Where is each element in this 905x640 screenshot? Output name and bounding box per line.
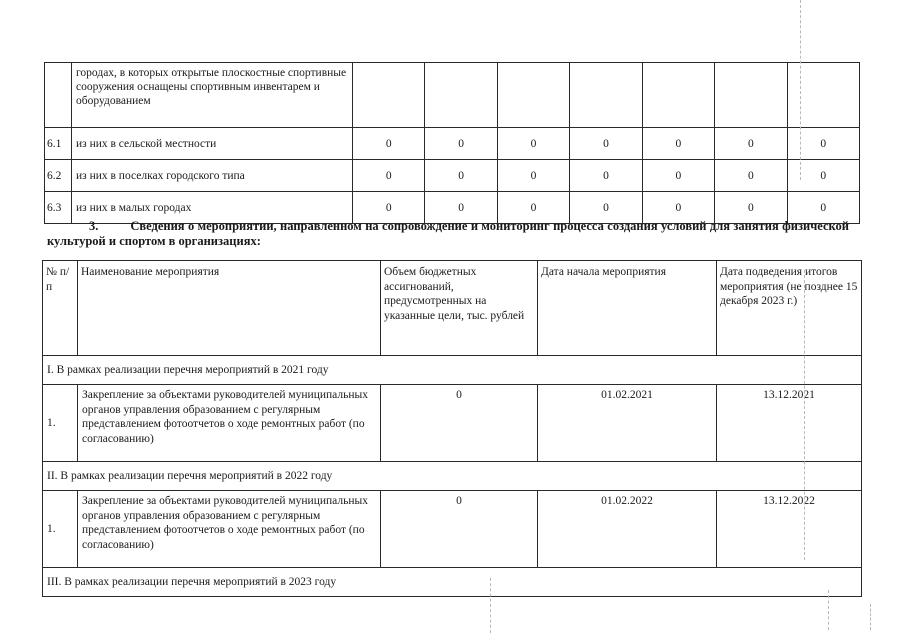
- row-number: [45, 63, 72, 128]
- row-value: 0: [642, 192, 714, 224]
- row-value: 0: [570, 160, 642, 192]
- item-start-date: 01.02.2022: [538, 491, 717, 568]
- table-row: [45, 160, 860, 192]
- section-number: 3.: [89, 219, 99, 233]
- item-number: 1.: [43, 491, 78, 568]
- row-number: 6.3: [45, 192, 72, 224]
- header-budget: Объем бюджетных ассигнований, предусмотренных на указанные цели, тыс. рублей: [381, 261, 538, 356]
- table-row: [43, 491, 862, 568]
- indicators-table: [44, 62, 860, 224]
- item-name: Закрепление за объектами руководителей муниципальных органов управления образованием с регулярным представлением фотоотчетов о ходе ремонтных работ (по согласованию): [78, 491, 381, 568]
- row-value: 0: [353, 160, 425, 192]
- row-value: 0: [787, 192, 859, 224]
- row-name: городах, в которых открытые плоскостные спортивные сооружения оснащены спортивным инвентарем и оборудованием: [72, 63, 353, 128]
- row-value: 0: [715, 128, 787, 160]
- header-start-date: Дата начала мероприятия: [538, 261, 717, 356]
- group-label-2022: II. В рамках реализации перечня мероприятий в 2022 году: [43, 462, 862, 491]
- row-value: [497, 63, 569, 128]
- item-budget: 0: [381, 385, 538, 462]
- group-label-2021: I. В рамках реализации перечня мероприятий в 2021 году: [43, 356, 862, 385]
- scan-artifact-line: [828, 590, 829, 630]
- group-label-2023: III. В рамках реализации перечня мероприятий в 2023 году: [43, 568, 862, 597]
- row-value: 0: [497, 160, 569, 192]
- table-row: [45, 128, 860, 160]
- row-value: [787, 63, 859, 128]
- scan-artifact-line: [804, 270, 805, 560]
- item-name: Закрепление за объектами руководителей муниципальных органов управления образованием с регулярным представлением фотоотчетов о ходе ремонтных работ (по согласованию): [78, 385, 381, 462]
- scan-artifact-line: [870, 604, 871, 630]
- item-end-date: 13.12.2022: [717, 491, 862, 568]
- row-value: 0: [425, 160, 497, 192]
- row-value: 0: [570, 128, 642, 160]
- row-name: из них в поселках городского типа: [72, 160, 353, 192]
- row-value: 0: [497, 128, 569, 160]
- section-title: Сведения о мероприятии, направленном на сопровождение и мониторинг процесса создания условий для занятия физической культурой и спортом в организациях:: [47, 219, 849, 248]
- row-value: 0: [570, 192, 642, 224]
- item-end-date: 13.12.2021: [717, 385, 862, 462]
- row-value: [425, 63, 497, 128]
- row-value: 0: [787, 128, 859, 160]
- table-header-row: [43, 261, 862, 356]
- item-budget: 0: [381, 491, 538, 568]
- row-number: 6.1: [45, 128, 72, 160]
- section-heading: [47, 219, 849, 249]
- row-value: [642, 63, 714, 128]
- header-end-date: Дата подведения итогов мероприятия (не позднее 15 декабря 2023 г.): [717, 261, 862, 356]
- row-value: [353, 63, 425, 128]
- row-value: 0: [642, 160, 714, 192]
- header-event-name: Наименование мероприятия: [78, 261, 381, 356]
- scan-artifact-line: [800, 0, 801, 180]
- row-value: 0: [353, 128, 425, 160]
- row-name: из них в малых городах: [72, 192, 353, 224]
- header-number: № п/п: [43, 261, 78, 356]
- row-value: 0: [787, 160, 859, 192]
- row-value: [715, 63, 787, 128]
- row-value: 0: [425, 192, 497, 224]
- table-row: [45, 63, 860, 128]
- row-value: 0: [642, 128, 714, 160]
- group-row: [43, 356, 862, 385]
- scan-artifact-line: [490, 578, 491, 633]
- row-value: 0: [715, 192, 787, 224]
- row-value: [570, 63, 642, 128]
- item-start-date: 01.02.2021: [538, 385, 717, 462]
- group-row: [43, 462, 862, 491]
- events-table: [42, 260, 862, 597]
- row-value: 0: [497, 192, 569, 224]
- row-value: 0: [425, 128, 497, 160]
- item-number: 1.: [43, 385, 78, 462]
- row-name: из них в сельской местности: [72, 128, 353, 160]
- group-row: [43, 568, 862, 597]
- row-value: 0: [353, 192, 425, 224]
- row-value: 0: [715, 160, 787, 192]
- row-number: 6.2: [45, 160, 72, 192]
- table-row: [43, 385, 862, 462]
